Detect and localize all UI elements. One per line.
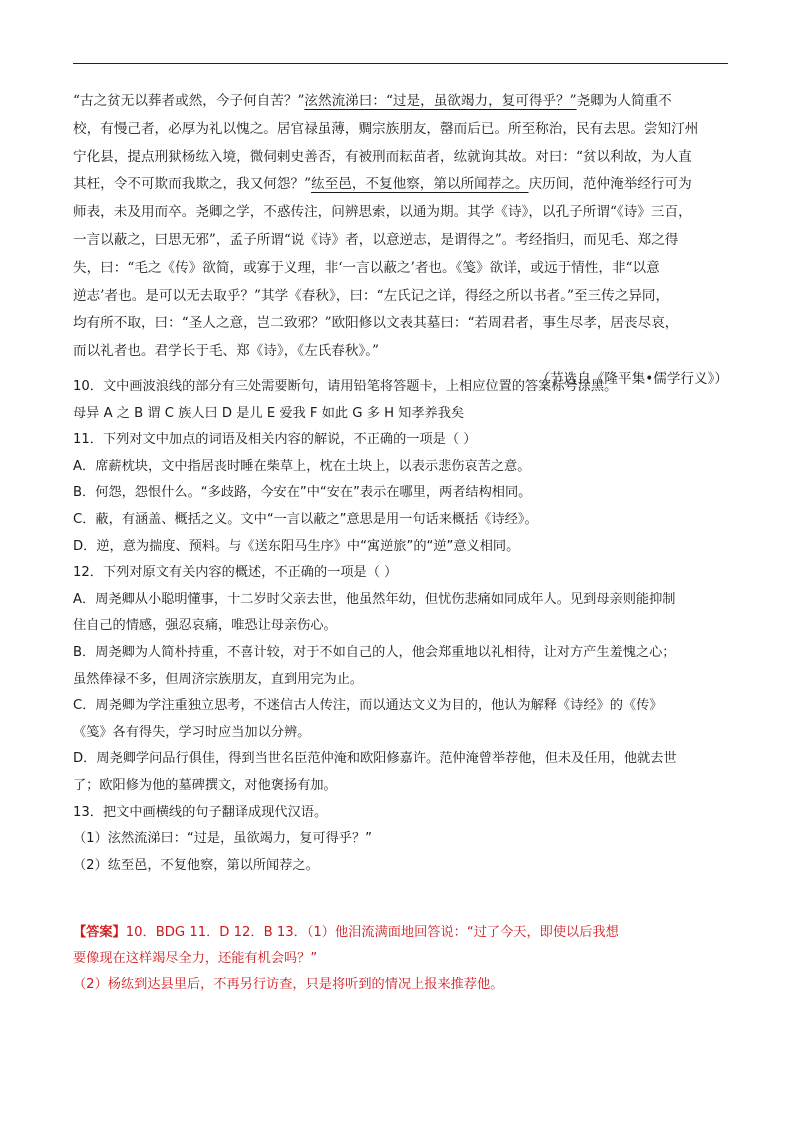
question-13: 13．把文中画横线的句子翻译成现代汉语。	[73, 804, 328, 820]
passage-line: 失，曰：“毛之《传》欲简，或寡于义理，非‘一言以蔽之’者也。《笺》欲详，或远于情性，非“以意	[73, 259, 660, 276]
question-12-option-a: A．周尧卿从小聪明懂事，十二岁时父亲去世，他虽然年幼，但忧伤悲痛如同成年人。见到母亲则能抑制	[73, 591, 676, 607]
question-11-option-a: A．席薪枕块，文中指居丧时睡在柴草上，枕在土块上，以表示悲伤哀苦之意。	[73, 458, 531, 474]
passage-line: 宁化县，提点刑狱杨纮入境，微伺剌史善否，有被刑而耘苗者，纮就询其故。对曰：“贫以利故，为人直	[73, 148, 692, 165]
passage-line: 均有所不取，曰：“圣人之意，岂二致邪？”欧阳修以文表其墓曰：“若周君者，事生尽孝，居丧尽哀，	[73, 315, 679, 332]
question-13-item-2: （2）纮至邑，不复他察，第以所闻荐之。	[73, 857, 319, 873]
answer-line: 要像现在这样竭尽全力，还能有机会吗？”	[73, 951, 318, 966]
question-13-item-1: （1）泫然流涕曰：“过是，虽欲竭力，复可得乎？”	[73, 831, 372, 847]
passage-line	[73, 171, 728, 199]
question-10: 10．文中画波浪线的部分有三处需要断句，请用铅笔将答题卡，上相应位置的答案标号涂黑。	[73, 379, 618, 394]
passage-line: 逆志’者也。是可以无去取乎？”其学《春秋》，曰：“左氏记之详，得经之所以书者。”至三传之异同，	[73, 287, 670, 304]
passage-text: 其枉，令不可欺而我欺之，我又何怨？”	[73, 176, 312, 193]
question-section	[73, 374, 733, 879]
passage-text: “古之贫无以葬者或然，今子何自苦？”	[73, 93, 305, 109]
underlined-sentence-2: 纮至邑，不复他察，第以所闻荐之。	[311, 176, 529, 193]
answer-label: 【答案】	[73, 925, 126, 940]
passage-line	[73, 88, 728, 116]
passage-line: 师表，未及用而卒。尧卿之学，不惑传注，问辨思索，以通为期。其学《诗》，以孔子所谓“《诗》三百，	[73, 204, 692, 221]
passage-line: 校，有慢己者，必厚为礼以愧之。居官禄虽薄，赒宗族朋友，罄而后已。所至称治，民有去思。尝知汀州	[73, 120, 699, 137]
header-rule	[73, 63, 728, 64]
question-10-options: 母异 A 之 B 谓 C 族人曰 D 是儿 E 爱我 F 如此 G 多 H 知孝养我矣	[73, 405, 465, 421]
question-11-option-d: D．逆，意为揣度、预料。与《送东阳马生序》中“寓逆旅”的“逆”意义相同。	[73, 538, 520, 554]
question-12: 12．下列对原文有关内容的概述，不正确的一项是（ ）	[73, 565, 398, 581]
classical-passage	[73, 88, 728, 394]
question-11-option-c: C．蔽，有涵盖、概括之义。文中“一言以蔽之”意思是用一句话来概括《诗经》。	[73, 511, 538, 527]
passage-line: 一言以蔽之，曰思无邪”，孟子所谓“说《诗》者，以意逆志，是谓得之”。考经指归，而见毛、郑之得	[73, 231, 679, 248]
question-11: 11．下列对文中加点的词语及相关内容的解说，不正确的一项是（ ）	[73, 432, 477, 448]
passage-line: 而以礼者也。君学长于毛、郑《诗》，《左氏春秋》。”	[73, 343, 379, 360]
answer-text: 10．BDG 11．D 12．B 13．（1）他泪流满面地回答说：“过了今天，即使以后我想	[125, 925, 619, 940]
passage-text: 庆历间，范仲淹举经行可为	[528, 176, 692, 193]
passage-source: （节选自《隆平集•儒学行义》）	[536, 370, 728, 387]
question-12-option-d-cont: 了；欧阳修为他的墓碑撰文，对他褒扬有加。	[73, 777, 337, 793]
question-12-option-b: B．周尧卿为人简朴持重，不喜计较，对于不如自己的人，他会郑重地以礼相待，让对方产生羞愧之心；	[73, 644, 676, 660]
question-11-option-b: B．何怨，怨恨什么。“多歧路，今安在”中“安在”表示在哪里，两者结构相同。	[73, 485, 532, 501]
underlined-sentence-1: 泫然流涕曰：“过是，虽欲竭力，复可得乎？”	[304, 93, 577, 109]
answer-line	[73, 920, 733, 946]
question-12-option-c: C．周尧卿为学注重独立思考，不迷信古人传注，而以通达文义为目的，他认为解释《诗经》的《传》	[73, 698, 663, 714]
question-12-option-a-cont: 住自己的情感，强忍哀痛，唯恐让母亲伤心。	[73, 618, 337, 634]
question-12-option-b-cont: 虽然俸禄不多，但周济宗族朋友，直到用完为止。	[73, 671, 364, 687]
answer-section	[73, 920, 733, 998]
question-12-option-d: D．周尧卿学问品行俱佳，得到当世名臣范仲淹和欧阳修嘉许。范仲淹曾举荐他，但未及任用，他就去世	[73, 751, 677, 767]
passage-text: 尧卿为人简重不	[576, 93, 672, 109]
answer-line: （2）杨纮到达县里后，不再另行访查，只是将听到的情况上报来推荐他。	[73, 977, 504, 992]
question-12-option-c-cont: 《笺》各有得失，学习时应当加以分辨。	[73, 724, 311, 740]
